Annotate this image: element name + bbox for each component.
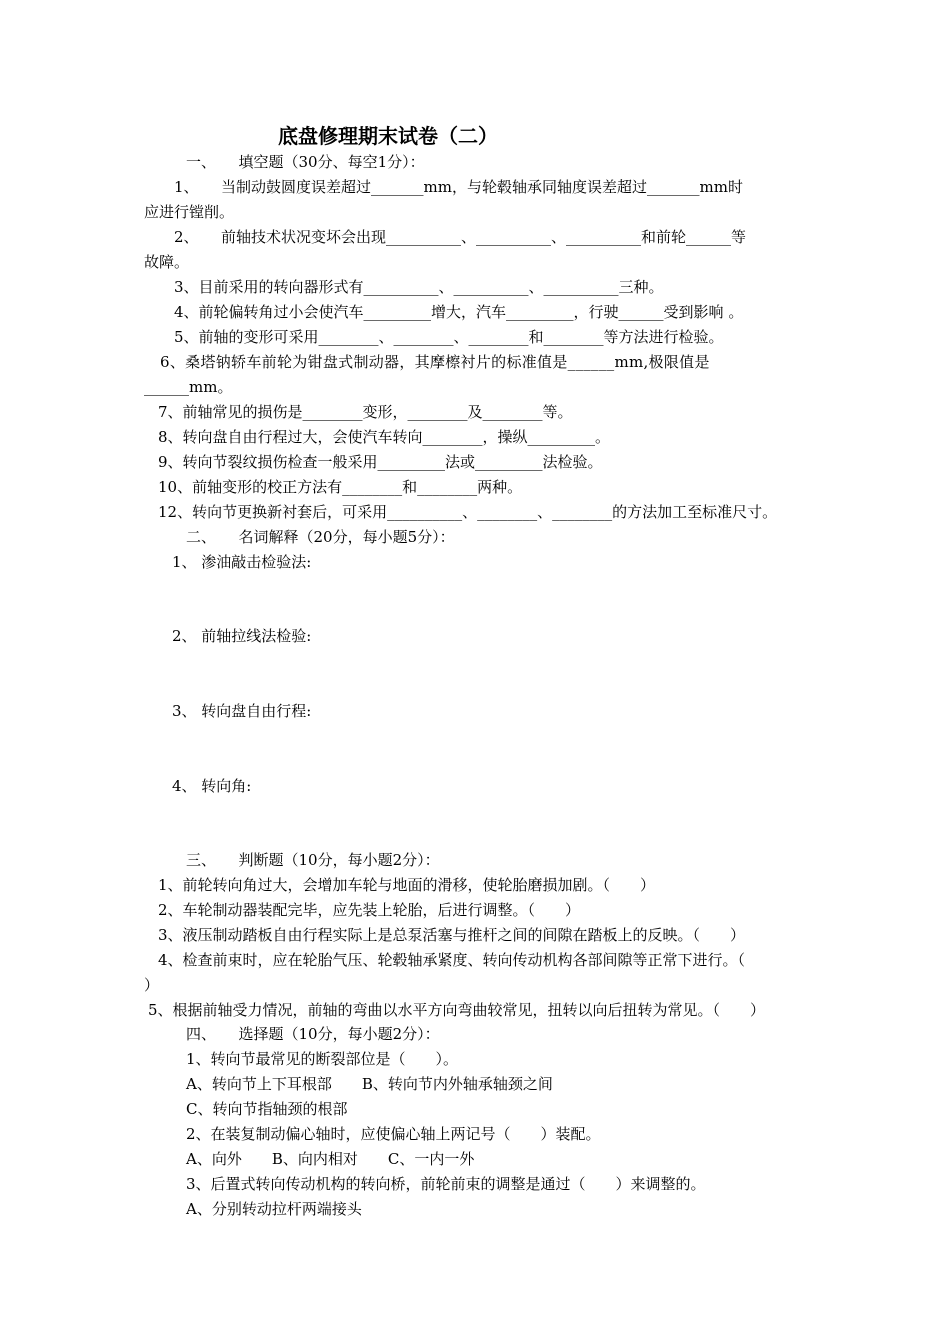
- choice-options: A、向外 B、向内相对 C、一内一外: [186, 1150, 475, 1168]
- question-text: 9、转向节裂纹损伤检查一般采用_________法或_________法检验。: [158, 453, 603, 471]
- question-text: 10、前轴变形的校正方法有________和________两种。: [158, 478, 523, 496]
- question-text: ）: [144, 976, 160, 994]
- term-item: 1、 渗油敲击检验法:: [172, 553, 312, 571]
- page-title: 底盘修理期末试卷（二）: [278, 124, 498, 148]
- question-text: 8、转向盘自由行程过大，会使汽车转向________，操纵_________。: [158, 428, 611, 446]
- question-text: ______mm。: [144, 378, 233, 396]
- section-heading: 四、 选择题（10分，每小题2分）：: [186, 1025, 440, 1043]
- term-item: 3、 转向盘自由行程:: [172, 702, 312, 720]
- question-text: 1、 当制动鼓圆度误差超过_______mm，与轮毂轴承同轴度误差超过_______mm时: [174, 178, 743, 196]
- choice-options: A、分别转动拉杆两端接头: [186, 1200, 362, 1218]
- question-text: 5、前轴的变形可采用________、________、________和________等方法进行检验。: [174, 328, 724, 346]
- section-heading: 一、 填空题（30分、每空1分）：: [186, 153, 425, 171]
- section-heading: 三、 判断题（10分，每小题2分）：: [186, 851, 440, 869]
- question-text: 4、前轮偏转角过小会使汽车_________增大，汽车_________，行驶______受到影响 。: [174, 303, 744, 321]
- question-text: 2、在装复制动偏心轴时，应使偏心轴上两记号（ ）装配。: [186, 1125, 601, 1143]
- question-text: 1、转向节最常见的断裂部位是（ ）。: [186, 1050, 459, 1068]
- question-text: 12、转向节更换新衬套后，可采用__________、________、________的方法加工至标准尺寸。: [158, 503, 778, 521]
- question-text: 4、检查前束时，应在轮胎气压、轮毂轴承紧度、转向传动机构各部间隙等正常下进行。（: [158, 951, 746, 969]
- choice-options: C、转向节指轴颈的根部: [186, 1100, 348, 1118]
- choice-options: A、转向节上下耳根部 B、转向节内外轴承轴颈之间: [186, 1075, 553, 1093]
- question-text: 应进行镗削。: [144, 203, 235, 221]
- section-heading: 二、 名词解释（20分，每小题5分）：: [186, 528, 455, 546]
- question-text: 6、桑塔钠轿车前轮为钳盘式制动器，其摩檫衬片的标准值是______mm,极限值是: [160, 353, 710, 371]
- question-text: 2、车轮制动器装配完毕，应先装上轮胎，后进行调整。（ ）: [158, 901, 581, 919]
- question-text: 故障。: [144, 253, 190, 271]
- question-text: 3、液压制动踏板自由行程实际上是总泵活塞与推杆之间的间隙在踏板上的反映。（ ）: [158, 926, 746, 944]
- question-text: 3、目前采用的转向器形式有__________、__________、__________三种。: [174, 278, 664, 296]
- question-text: 2、 前轴技术状况变坏会出现__________、__________、__________和前轮______等: [174, 228, 747, 246]
- term-item: 2、 前轴拉线法检验:: [172, 627, 312, 645]
- question-text: 5、根据前轴受力情况，前轴的弯曲以水平方向弯曲较常见，扭转以向后扭转为常见。（ ）: [148, 1001, 766, 1019]
- term-item: 4、 转向角:: [172, 777, 252, 795]
- question-text: 7、前轴常见的损伤是________变形，________及________等。: [158, 403, 573, 421]
- question-text: 3、后置式转向传动机构的转向桥，前轮前束的调整是通过（ ）来调整的。: [186, 1175, 706, 1193]
- question-text: 1、前轮转向角过大，会增加车轮与地面的滑移，使轮胎磨损加剧。（ ）: [158, 876, 656, 894]
